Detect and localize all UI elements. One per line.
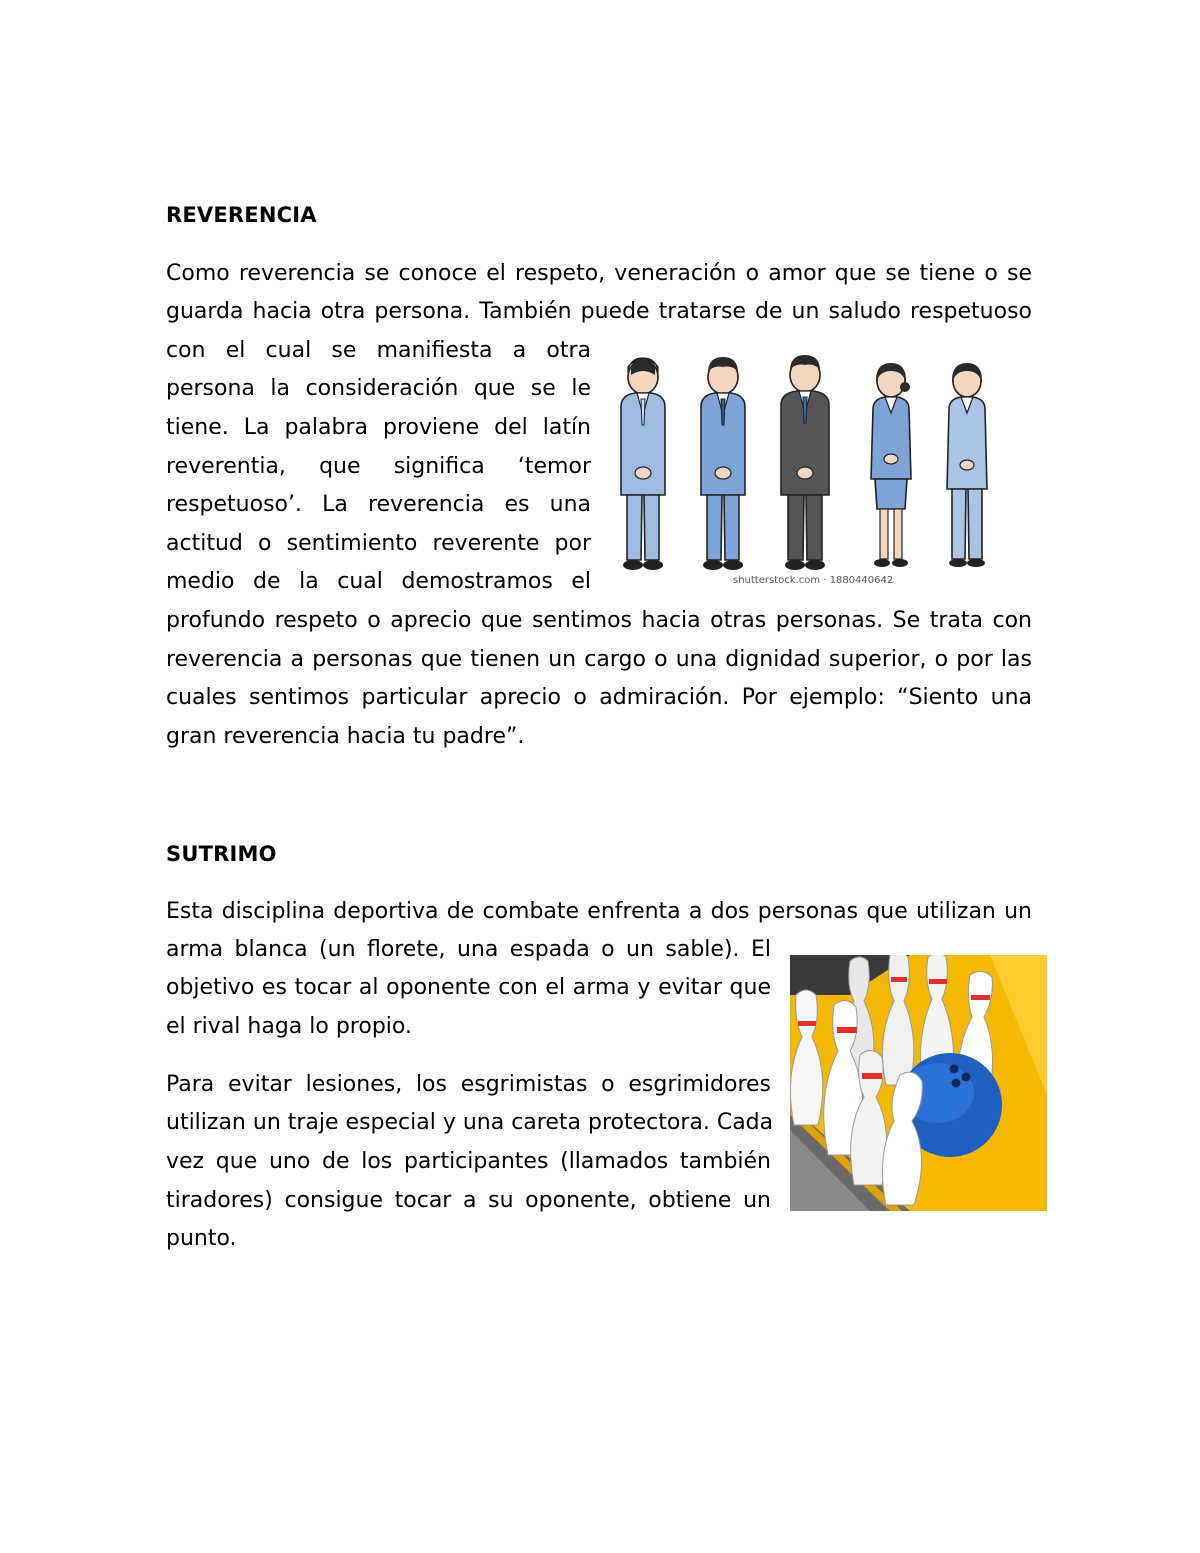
paragraph-line: reverencia a personas que tienen un cargo o una dignidad superior, o por las [166, 647, 1032, 672]
paragraph-line: persona la consideración que se le [166, 376, 591, 401]
paragraph-line: objetivo es tocar al oponente con el arma y evitar que [166, 975, 771, 1000]
paragraph-line: tiene. La palabra proviene del latín [166, 415, 591, 440]
paragraph-line: Para evitar lesiones, los esgrimistas o esgrimidores [166, 1072, 771, 1097]
paragraph-line: Esta disciplina deportiva de combate enfrenta a dos personas que utilizan un [166, 899, 1032, 924]
paragraph-line: utilizan un traje especial y una careta protectora. Cada [166, 1110, 774, 1135]
man-gray-suit-figure [781, 355, 829, 570]
paragraph-line: con el cual se manifiesta a otra [166, 338, 591, 363]
paragraph-line: medio de la cual demostramos el [166, 569, 591, 594]
section-heading-reverencia: REVERENCIA [166, 203, 317, 227]
paragraph-line: punto. [166, 1226, 237, 1251]
paragraph-line: guarda hacia otra persona. También puede tratarse de un saludo respetuoso [166, 299, 1032, 324]
bowling-illustration [790, 955, 1047, 1211]
paragraph-line: respetuoso’. La reverencia es una [166, 492, 591, 517]
paragraph-line: cuales sentimos particular aprecio o admiración. Por ejemplo: “Siento una [166, 685, 1032, 710]
paragraph-line: profundo respeto o aprecio que sentimos hacia otras personas. Se trata con [166, 608, 1032, 633]
bowing-people-illustration [605, 345, 1000, 590]
paragraph-line: gran reverencia hacia tu padre”. [166, 724, 525, 749]
paragraph-line: arma blanca (un florete, una espada o un sable). El [166, 937, 771, 962]
woman-pant-suit-figure [947, 363, 987, 567]
paragraph-line: actitud o sentimiento reverente por [166, 531, 591, 556]
woman-skirt-suit-figure [871, 363, 911, 567]
paragraph-line: Como reverencia se conoce el respeto, veneración o amor que se tiene o se [166, 261, 1032, 286]
paragraph-line: vez que uno de los participantes (llamados también [166, 1149, 771, 1174]
man-light-blue-suit-figure [621, 358, 665, 570]
paragraph-line: tiradores) consigue tocar a su oponente, obtiene un [166, 1188, 771, 1213]
section-heading-sutrimo: SUTRIMO [166, 842, 277, 866]
image-watermark: shutterstock.com · 1880440642 [733, 575, 894, 586]
man-blue-suit-figure [701, 357, 745, 570]
paragraph-line: el rival haga lo propio. [166, 1014, 412, 1039]
paragraph-line: reverentia, que significa ‘temor [166, 454, 591, 479]
